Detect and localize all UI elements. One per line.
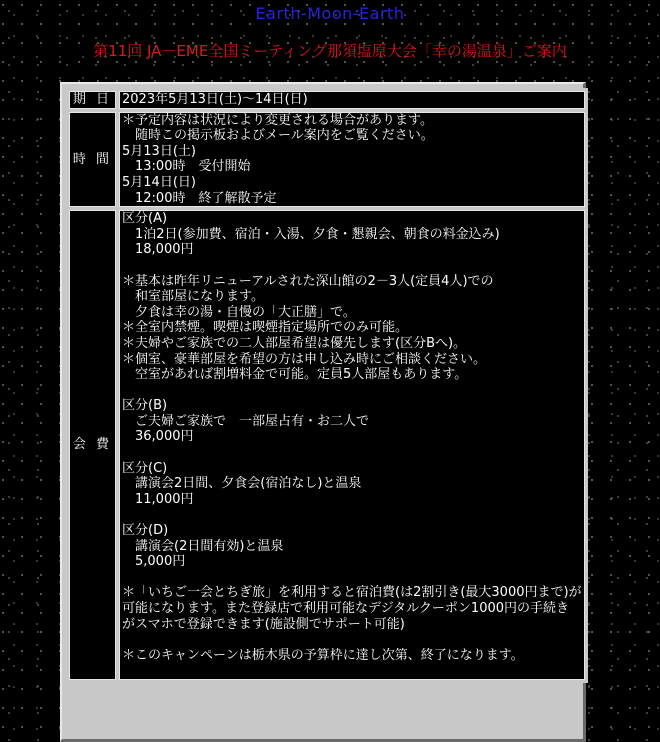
fee-line: 可能になります。また登録店で利用可能なデジタルクーポン1000円の手続き — [122, 601, 570, 616]
row-time — [69, 112, 585, 208]
time-line: ＊予定内容は状況により変更される場合があります。 — [122, 112, 433, 128]
page-heading: 第11回 JA－EME全国ミーティング那須塩原大会「幸の湯温泉」ご案内 — [93, 42, 567, 60]
fee-line — [122, 507, 582, 523]
fee-line — [122, 258, 582, 274]
fee-line: 36,000円 — [122, 429, 194, 445]
fee-line — [122, 383, 582, 399]
fee-line: 講演会(2日間有効)と温泉 — [122, 538, 284, 554]
site-title: Earth-Moon-Earth — [255, 4, 405, 23]
row-date — [69, 91, 585, 109]
row-value-fee — [119, 210, 585, 680]
fee-line: 5,000円 — [122, 554, 186, 570]
fee-line: 区分(D) — [122, 523, 169, 539]
fee-line: 区分(C) — [122, 460, 168, 476]
fee-line: ＊個室、豪華部屋を希望の方は申し込み時にご相談ください。 — [122, 351, 487, 367]
fee-line: 1泊2日(参加費、宿泊・入湯、夕食・懇親会、朝食の料金込み) — [122, 226, 500, 242]
fee-line: ＊基本は昨年リニューアルされた深山館の2－3人(定員4人)での — [122, 273, 494, 289]
fee-line: 区分(B) — [122, 398, 168, 414]
event-info-table — [66, 88, 588, 683]
time-line: 5月14日(日) — [122, 174, 196, 190]
fee-line: 和室部屋になります。 — [122, 289, 264, 305]
time-line: 随時この掲示板およびメール案内をご覧ください。 — [122, 128, 434, 144]
row-value-time — [119, 112, 585, 208]
fee-line: ＊「いちご一会とちぎ旅」を利用すると宿泊費(は2割引き(最大3000円まで)が — [122, 585, 582, 601]
time-line: 12:00時 終了解散予定 — [122, 190, 277, 206]
fee-line — [122, 632, 582, 648]
fee-line: ご夫婦ご家族で 一部屋占有・お二人で — [122, 413, 370, 429]
fee-line: 18,000円 — [122, 242, 194, 258]
row-fee — [69, 210, 585, 680]
fee-line: ＊夫婦やご家族での二人部屋希望は優先します(区分Bへ)。 — [122, 335, 467, 351]
fee-line: 11,000円 — [122, 491, 194, 507]
row-label-fee: 会 費 — [69, 210, 116, 680]
fee-line — [122, 570, 582, 586]
fee-line: 講演会2日間、夕食会(宿泊なし)と温泉 — [122, 476, 362, 492]
fee-line: 区分(A) — [122, 211, 168, 227]
row-label-time: 時 間 — [69, 112, 116, 208]
date-line: 2023年5月13日(土)～14日(日) — [122, 92, 308, 107]
row-value-date — [119, 91, 585, 109]
fee-line: ＊全室内禁煙。喫煙は喫煙指定場所でのみ可能。 — [122, 320, 409, 336]
fee-line: 夕食は幸の湯・自慢の「大正膳」で。 — [122, 304, 356, 320]
fee-line — [122, 445, 582, 461]
fee-line: がスマホで登録できます(施設側でサポート可能) — [122, 616, 405, 632]
row-label-date: 期 日 — [69, 91, 116, 109]
fee-line — [122, 663, 582, 679]
fee-line: ＊このキャンペーンは栃木県の予算枠に達し次第、終了になります。 — [122, 647, 524, 663]
time-line: 5月13日(土) — [122, 143, 196, 159]
fee-line: 空室があれば割増料金で可能。定員5人部屋もあります。 — [122, 367, 468, 383]
time-line: 13:00時 受付開始 — [122, 159, 251, 175]
